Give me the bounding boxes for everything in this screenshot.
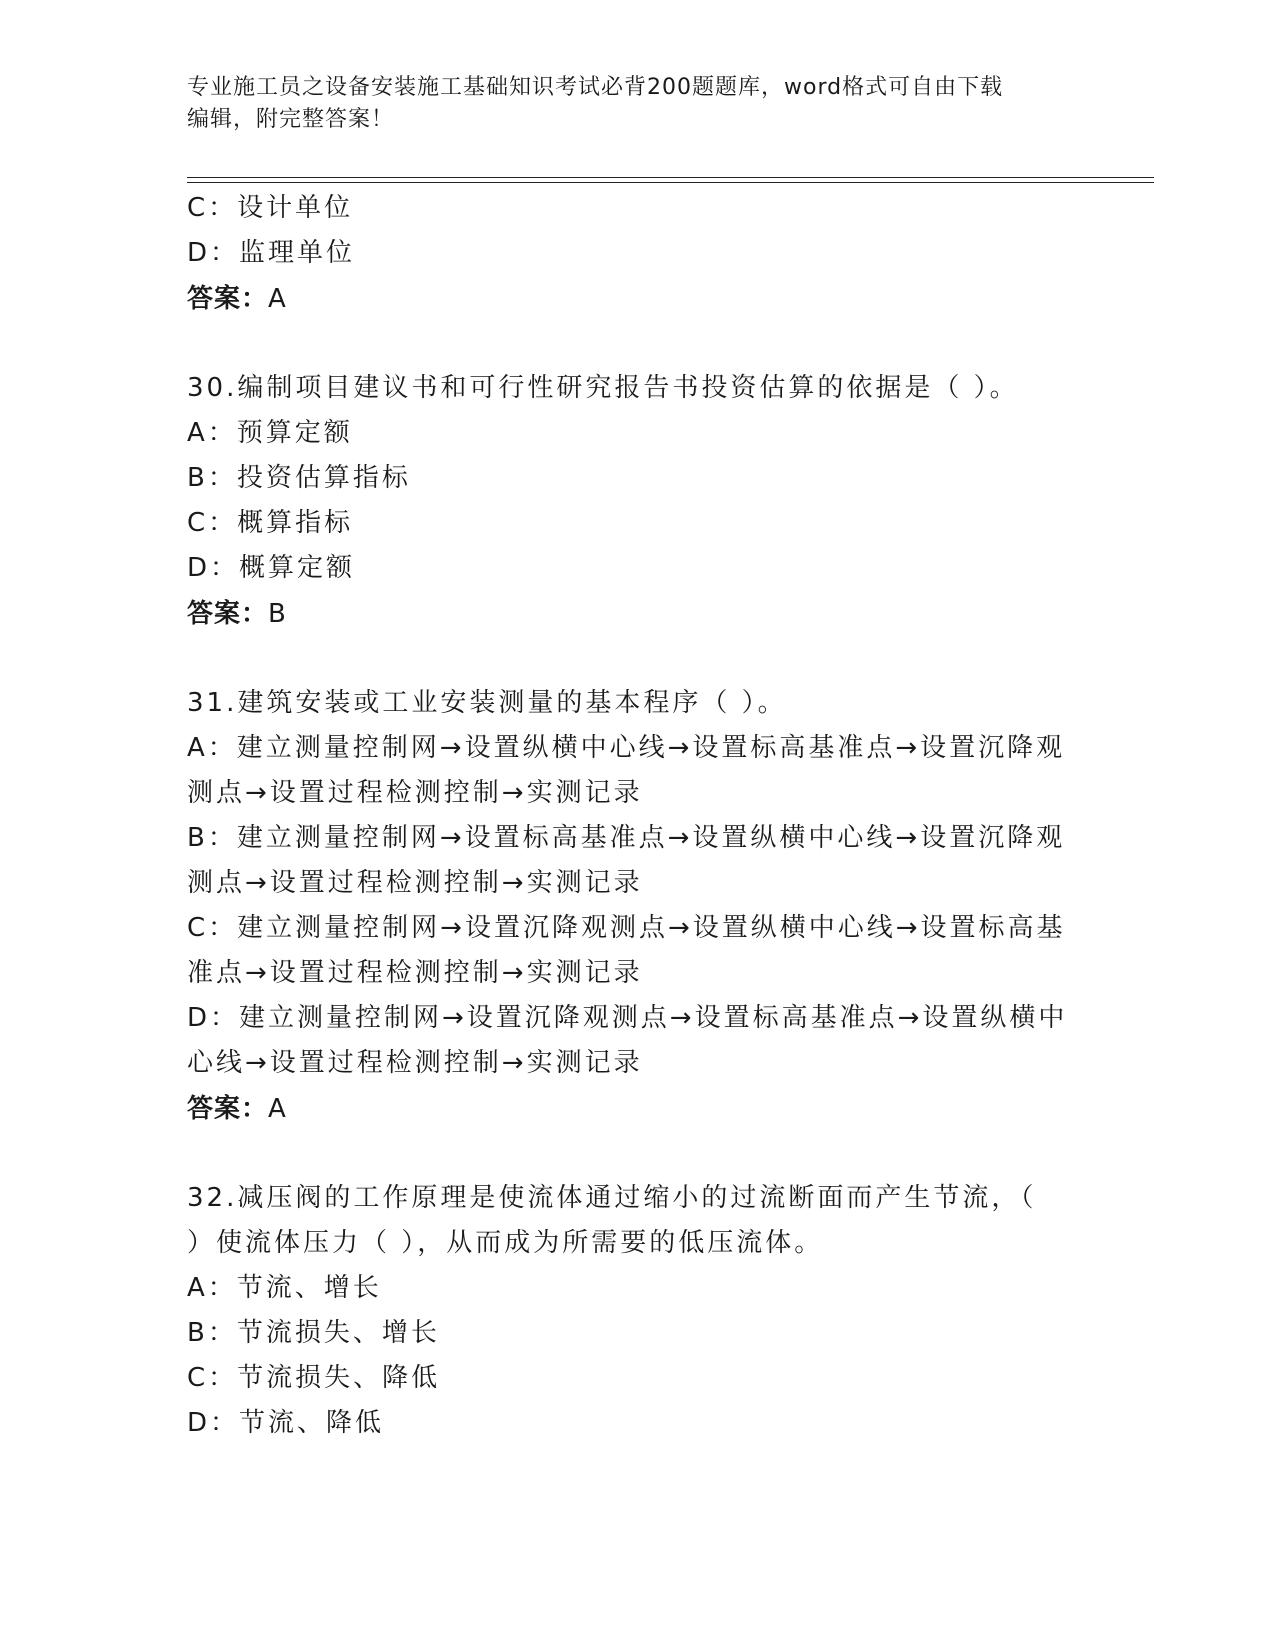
option-a: A：节流、增长 [187, 1273, 382, 1303]
option-c-line-2: 准点→设置过程检测控制→实测记录 [187, 958, 643, 988]
option-b: B：投资估算指标 [187, 463, 411, 493]
answer-label: 答案： [187, 599, 269, 629]
option-d: D：监理单位 [187, 238, 356, 268]
answer-value: A [268, 1094, 287, 1124]
option-c: C：设计单位 [187, 193, 354, 223]
question-stem: 31.建筑安装或工业安装测量的基本程序（ ）。 [187, 688, 787, 718]
answer-value: B [268, 599, 287, 629]
header-divider-top [187, 177, 1154, 178]
option-c-line-1: C：建立测量控制网→设置沉降观测点→设置纵横中心线→设置标高基 [187, 913, 1066, 943]
document-header [187, 72, 1067, 136]
question-32 [187, 1176, 1087, 1446]
option-b-line-2: 测点→设置过程检测控制→实测记录 [187, 868, 643, 898]
option-a-line-1: A：建立测量控制网→设置纵横中心线→设置标高基准点→设置沉降观 [187, 733, 1066, 763]
option-c: C：概算指标 [187, 508, 354, 538]
option-d: D：节流、降低 [187, 1408, 385, 1438]
header-title-line-1: 专业施工员之设备安装施工基础知识考试必背200题题库，word格式可自由下载 [187, 75, 1004, 100]
option-d: D：概算定额 [187, 553, 356, 583]
answer-line [187, 591, 1087, 637]
answer-label: 答案： [187, 284, 269, 314]
question-stem-line-1: 32.减压阀的工作原理是使流体通过缩小的过流断面而产生节流，（ [187, 1183, 1037, 1213]
header-divider-bottom [187, 182, 1154, 183]
option-c: C：节流损失、降低 [187, 1363, 441, 1393]
option-b-line-1: B：建立测量控制网→设置标高基准点→设置纵横中心线→设置沉降观 [187, 823, 1066, 853]
answer-line [187, 276, 1087, 322]
option-a: A：预算定额 [187, 418, 353, 448]
option-a-line-2: 测点→设置过程检测控制→实测记录 [187, 778, 643, 808]
question-content [187, 186, 1087, 1446]
answer-value: A [268, 284, 287, 314]
question-30 [187, 366, 1087, 637]
prev-question-block [187, 186, 1087, 322]
option-d-line-1: D：建立测量控制网→设置沉降观测点→设置标高基准点→设置纵横中 [187, 1003, 1068, 1033]
option-b: B：节流损失、增长 [187, 1318, 440, 1348]
question-31 [187, 681, 1087, 1132]
question-stem-line-2: ）使流体压力（ ），从而成为所需要的低压流体。 [187, 1228, 824, 1258]
option-d-line-2: 心线→设置过程检测控制→实测记录 [187, 1048, 643, 1078]
answer-line [187, 1086, 1087, 1132]
answer-label: 答案： [187, 1094, 269, 1124]
header-title-line-2: 编辑，附完整答案！ [187, 107, 395, 132]
question-stem: 30.编制项目建议书和可行性研究报告书投资估算的依据是（ ）。 [187, 373, 1019, 403]
